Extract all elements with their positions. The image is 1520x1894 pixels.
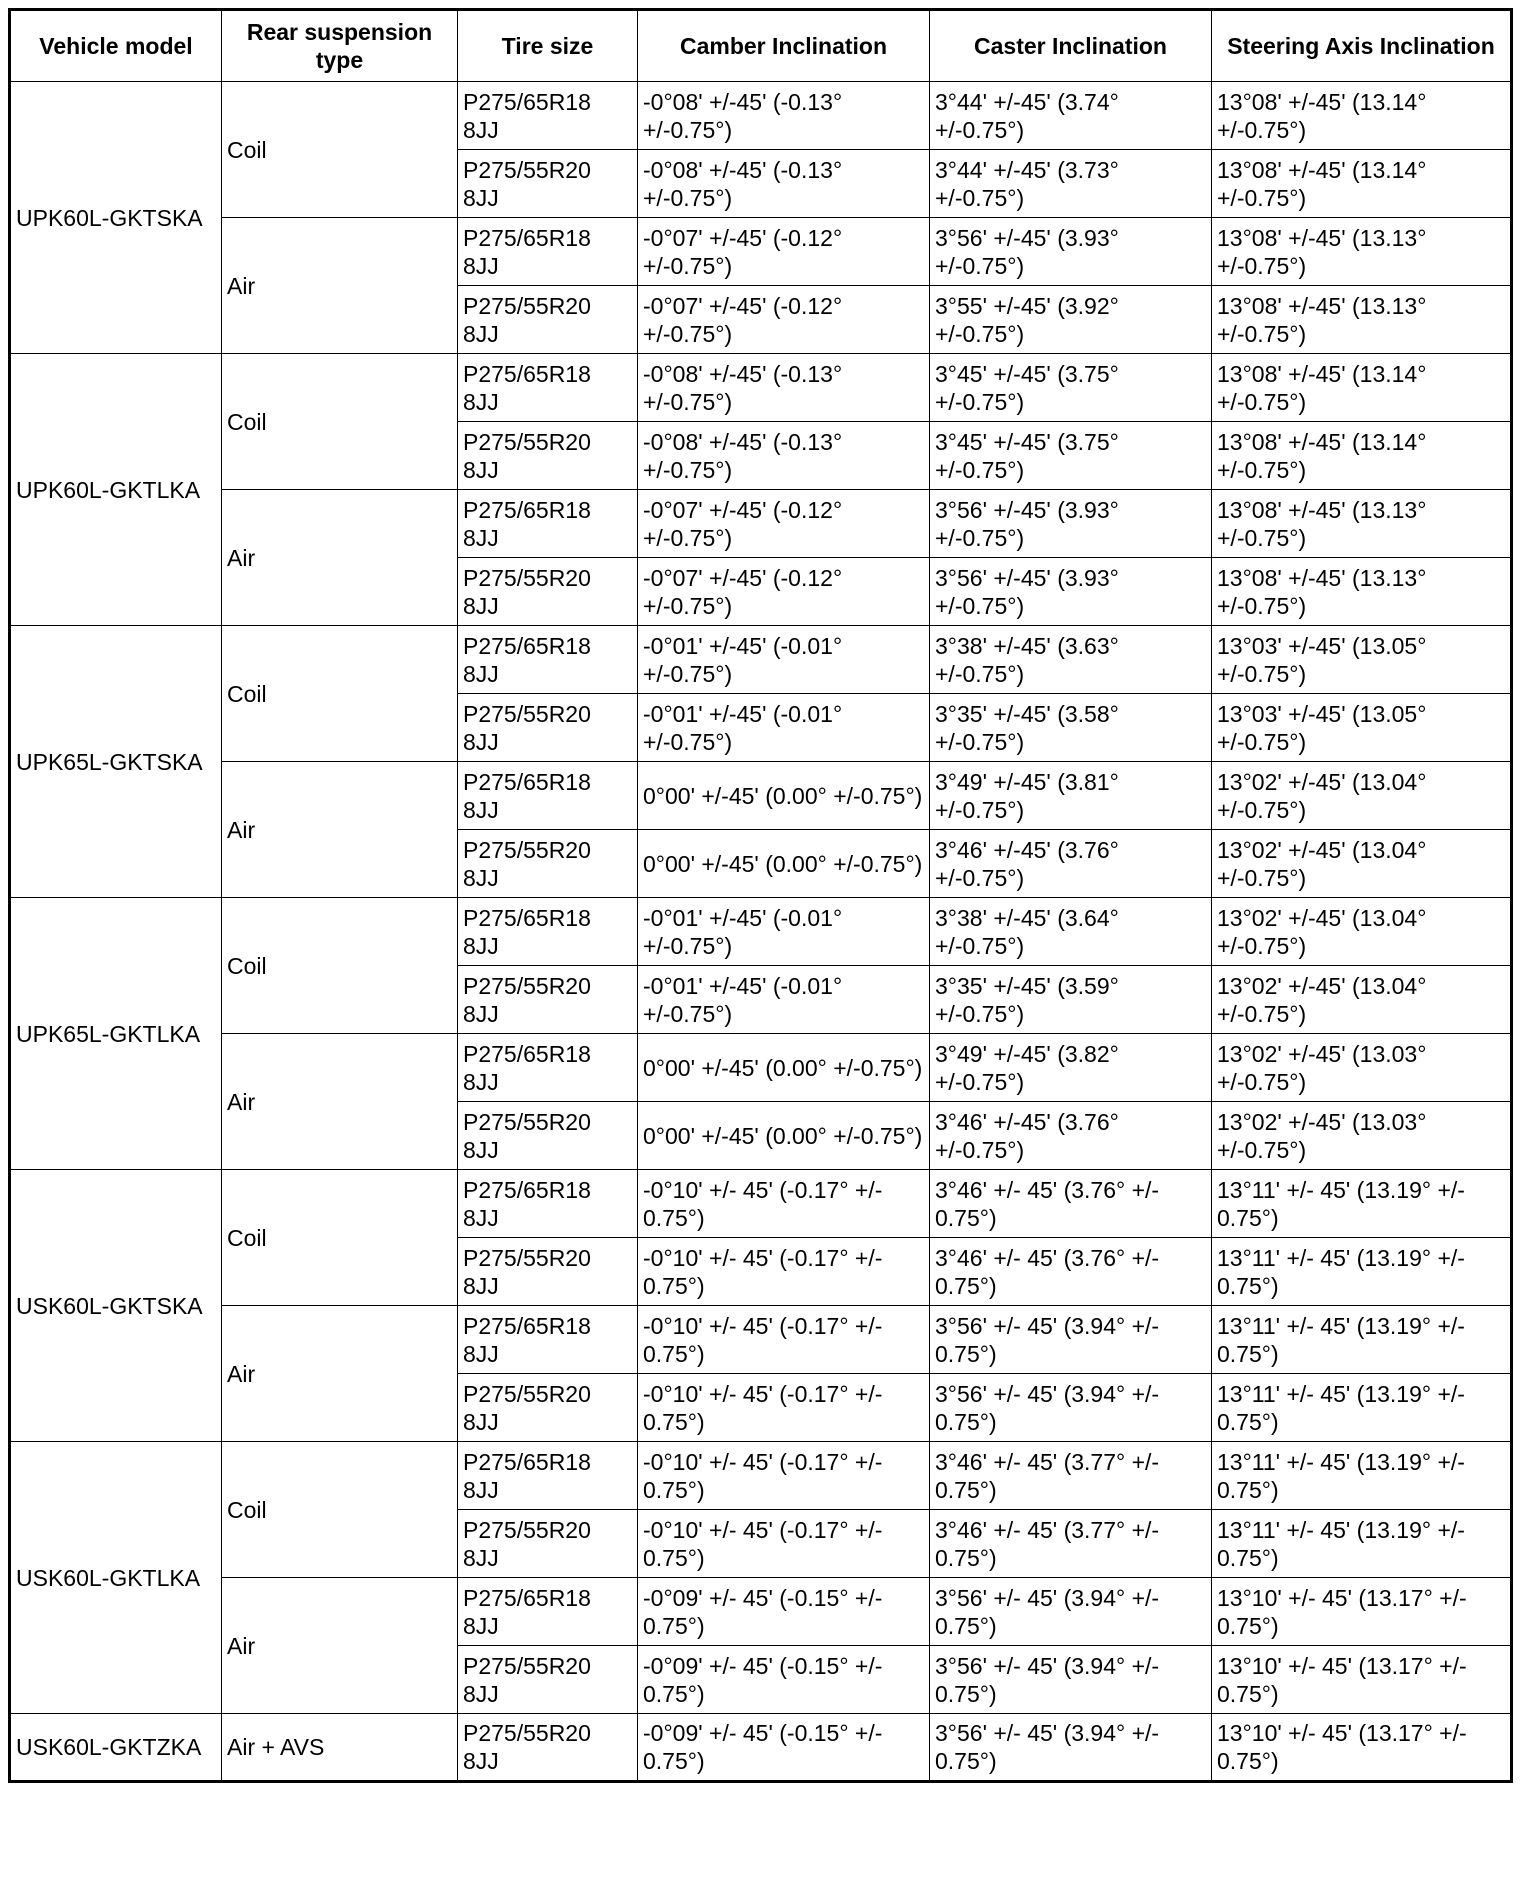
steering-axis-cell: 13°11' +/- 45' (13.19° +/- 0.75°) [1212, 1306, 1512, 1374]
header-vehicle-model: Vehicle model [10, 10, 222, 82]
caster-cell: 3°38' +/-45' (3.63° +/-0.75°) [930, 626, 1212, 694]
caster-cell: 3°56' +/-45' (3.93° +/-0.75°) [930, 490, 1212, 558]
vehicle-model-cell: UPK65L-GKTSKA [10, 626, 222, 898]
steering-axis-cell: 13°08' +/-45' (13.14° +/-0.75°) [1212, 82, 1512, 150]
steering-axis-cell: 13°10' +/- 45' (13.17° +/- 0.75°) [1212, 1578, 1512, 1646]
steering-axis-cell: 13°08' +/-45' (13.13° +/-0.75°) [1212, 490, 1512, 558]
caster-cell: 3°46' +/-45' (3.76° +/-0.75°) [930, 1102, 1212, 1170]
table-row [10, 898, 1512, 966]
camber-cell: 0°00' +/-45' (0.00° +/-0.75°) [638, 762, 930, 830]
table-row [10, 1578, 1512, 1646]
table-row [10, 1306, 1512, 1374]
table-body [10, 82, 1512, 1782]
caster-cell: 3°49' +/-45' (3.81° +/-0.75°) [930, 762, 1212, 830]
steering-axis-cell: 13°10' +/- 45' (13.17° +/- 0.75°) [1212, 1646, 1512, 1714]
caster-cell: 3°49' +/-45' (3.82° +/-0.75°) [930, 1034, 1212, 1102]
header-rear-suspension-type: Rear suspension type [222, 10, 458, 82]
camber-cell: -0°10' +/- 45' (-0.17° +/- 0.75°) [638, 1442, 930, 1510]
caster-cell: 3°56' +/-45' (3.93° +/-0.75°) [930, 558, 1212, 626]
caster-cell: 3°38' +/-45' (3.64° +/-0.75°) [930, 898, 1212, 966]
steering-axis-cell: 13°11' +/- 45' (13.19° +/- 0.75°) [1212, 1442, 1512, 1510]
caster-cell: 3°35' +/-45' (3.58° +/-0.75°) [930, 694, 1212, 762]
steering-axis-cell: 13°11' +/- 45' (13.19° +/- 0.75°) [1212, 1510, 1512, 1578]
tire-size-cell: P275/65R18 8JJ [458, 354, 638, 422]
steering-axis-cell: 13°02' +/-45' (13.04° +/-0.75°) [1212, 966, 1512, 1034]
caster-cell: 3°35' +/-45' (3.59° +/-0.75°) [930, 966, 1212, 1034]
caster-cell: 3°44' +/-45' (3.74° +/-0.75°) [930, 82, 1212, 150]
camber-cell: -0°09' +/- 45' (-0.15° +/- 0.75°) [638, 1714, 930, 1782]
tire-size-cell: P275/65R18 8JJ [458, 218, 638, 286]
tire-size-cell: P275/55R20 8JJ [458, 1374, 638, 1442]
tire-size-cell: P275/55R20 8JJ [458, 286, 638, 354]
steering-axis-cell: 13°02' +/-45' (13.03° +/-0.75°) [1212, 1034, 1512, 1102]
vehicle-model-cell: UPK60L-GKTSKA [10, 82, 222, 354]
camber-cell: -0°10' +/- 45' (-0.17° +/- 0.75°) [638, 1170, 930, 1238]
tire-size-cell: P275/65R18 8JJ [458, 82, 638, 150]
steering-axis-cell: 13°02' +/-45' (13.04° +/-0.75°) [1212, 762, 1512, 830]
tire-size-cell: P275/55R20 8JJ [458, 422, 638, 490]
tire-size-cell: P275/55R20 8JJ [458, 966, 638, 1034]
steering-axis-cell: 13°03' +/-45' (13.05° +/-0.75°) [1212, 694, 1512, 762]
rear-suspension-cell: Air [222, 490, 458, 626]
tire-size-cell: P275/65R18 8JJ [458, 898, 638, 966]
header-caster-inclination: Caster Inclination [930, 10, 1212, 82]
rear-suspension-cell: Air [222, 1034, 458, 1170]
steering-axis-cell: 13°02' +/-45' (13.04° +/-0.75°) [1212, 898, 1512, 966]
table-row [10, 1714, 1512, 1782]
steering-axis-cell: 13°08' +/-45' (13.13° +/-0.75°) [1212, 218, 1512, 286]
steering-axis-cell: 13°08' +/-45' (13.14° +/-0.75°) [1212, 422, 1512, 490]
camber-cell: -0°10' +/- 45' (-0.17° +/- 0.75°) [638, 1374, 930, 1442]
tire-size-cell: P275/65R18 8JJ [458, 1306, 638, 1374]
steering-axis-cell: 13°11' +/- 45' (13.19° +/- 0.75°) [1212, 1170, 1512, 1238]
tire-size-cell: P275/55R20 8JJ [458, 1102, 638, 1170]
caster-cell: 3°56' +/- 45' (3.94° +/- 0.75°) [930, 1306, 1212, 1374]
camber-cell: -0°09' +/- 45' (-0.15° +/- 0.75°) [638, 1578, 930, 1646]
tire-size-cell: P275/65R18 8JJ [458, 1442, 638, 1510]
camber-cell: -0°07' +/-45' (-0.12° +/-0.75°) [638, 218, 930, 286]
camber-cell: -0°08' +/-45' (-0.13° +/-0.75°) [638, 82, 930, 150]
header-steering-axis-inclination: Steering Axis Inclination [1212, 10, 1512, 82]
caster-cell: 3°46' +/-45' (3.76° +/-0.75°) [930, 830, 1212, 898]
camber-cell: -0°01' +/-45' (-0.01° +/-0.75°) [638, 898, 930, 966]
tire-size-cell: P275/65R18 8JJ [458, 1578, 638, 1646]
rear-suspension-cell: Coil [222, 898, 458, 1034]
camber-cell: -0°07' +/-45' (-0.12° +/-0.75°) [638, 490, 930, 558]
camber-cell: -0°01' +/-45' (-0.01° +/-0.75°) [638, 966, 930, 1034]
rear-suspension-cell: Air [222, 1306, 458, 1442]
table-row [10, 82, 1512, 150]
header-tire-size: Tire size [458, 10, 638, 82]
camber-cell: -0°07' +/-45' (-0.12° +/-0.75°) [638, 286, 930, 354]
vehicle-model-cell: USK60L-GKTLKA [10, 1442, 222, 1714]
caster-cell: 3°56' +/- 45' (3.94° +/- 0.75°) [930, 1374, 1212, 1442]
caster-cell: 3°56' +/-45' (3.93° +/-0.75°) [930, 218, 1212, 286]
steering-axis-cell: 13°08' +/-45' (13.13° +/-0.75°) [1212, 286, 1512, 354]
steering-axis-cell: 13°02' +/-45' (13.03° +/-0.75°) [1212, 1102, 1512, 1170]
rear-suspension-cell: Coil [222, 1442, 458, 1578]
alignment-spec-table [8, 8, 1513, 1783]
table-row [10, 1034, 1512, 1102]
caster-cell: 3°44' +/-45' (3.73° +/-0.75°) [930, 150, 1212, 218]
table-row [10, 626, 1512, 694]
camber-cell: -0°10' +/- 45' (-0.17° +/- 0.75°) [638, 1306, 930, 1374]
steering-axis-cell: 13°08' +/-45' (13.13° +/-0.75°) [1212, 558, 1512, 626]
table-row [10, 1170, 1512, 1238]
tire-size-cell: P275/55R20 8JJ [458, 1510, 638, 1578]
steering-axis-cell: 13°08' +/-45' (13.14° +/-0.75°) [1212, 354, 1512, 422]
camber-cell: -0°01' +/-45' (-0.01° +/-0.75°) [638, 694, 930, 762]
caster-cell: 3°56' +/- 45' (3.94° +/- 0.75°) [930, 1646, 1212, 1714]
camber-cell: -0°10' +/- 45' (-0.17° +/- 0.75°) [638, 1510, 930, 1578]
rear-suspension-cell: Coil [222, 1170, 458, 1306]
steering-axis-cell: 13°02' +/-45' (13.04° +/-0.75°) [1212, 830, 1512, 898]
rear-suspension-cell: Air [222, 218, 458, 354]
table-row [10, 490, 1512, 558]
vehicle-model-cell: USK60L-GKTSKA [10, 1170, 222, 1442]
steering-axis-cell: 13°11' +/- 45' (13.19° +/- 0.75°) [1212, 1374, 1512, 1442]
caster-cell: 3°56' +/- 45' (3.94° +/- 0.75°) [930, 1714, 1212, 1782]
tire-size-cell: P275/55R20 8JJ [458, 694, 638, 762]
tire-size-cell: P275/65R18 8JJ [458, 762, 638, 830]
tire-size-cell: P275/65R18 8JJ [458, 1034, 638, 1102]
camber-cell: -0°01' +/-45' (-0.01° +/-0.75°) [638, 626, 930, 694]
steering-axis-cell: 13°08' +/-45' (13.14° +/-0.75°) [1212, 150, 1512, 218]
vehicle-model-cell: UPK65L-GKTLKA [10, 898, 222, 1170]
steering-axis-cell: 13°11' +/- 45' (13.19° +/- 0.75°) [1212, 1238, 1512, 1306]
caster-cell: 3°46' +/- 45' (3.77° +/- 0.75°) [930, 1510, 1212, 1578]
rear-suspension-cell: Coil [222, 626, 458, 762]
rear-suspension-cell: Air + AVS [222, 1714, 458, 1782]
tire-size-cell: P275/55R20 8JJ [458, 830, 638, 898]
rear-suspension-cell: Coil [222, 82, 458, 218]
tire-size-cell: P275/55R20 8JJ [458, 1714, 638, 1782]
tire-size-cell: P275/65R18 8JJ [458, 490, 638, 558]
camber-cell: 0°00' +/-45' (0.00° +/-0.75°) [638, 1102, 930, 1170]
caster-cell: 3°46' +/- 45' (3.76° +/- 0.75°) [930, 1238, 1212, 1306]
steering-axis-cell: 13°03' +/-45' (13.05° +/-0.75°) [1212, 626, 1512, 694]
camber-cell: 0°00' +/-45' (0.00° +/-0.75°) [638, 1034, 930, 1102]
caster-cell: 3°45' +/-45' (3.75° +/-0.75°) [930, 422, 1212, 490]
header-row [10, 10, 1512, 82]
steering-axis-cell: 13°10' +/- 45' (13.17° +/- 0.75°) [1212, 1714, 1512, 1782]
tire-size-cell: P275/55R20 8JJ [458, 1646, 638, 1714]
tire-size-cell: P275/55R20 8JJ [458, 150, 638, 218]
table-row [10, 762, 1512, 830]
camber-cell: -0°09' +/- 45' (-0.15° +/- 0.75°) [638, 1646, 930, 1714]
camber-cell: -0°08' +/-45' (-0.13° +/-0.75°) [638, 354, 930, 422]
tire-size-cell: P275/55R20 8JJ [458, 558, 638, 626]
vehicle-model-cell: USK60L-GKTZKA [10, 1714, 222, 1782]
camber-cell: -0°08' +/-45' (-0.13° +/-0.75°) [638, 422, 930, 490]
caster-cell: 3°46' +/- 45' (3.77° +/- 0.75°) [930, 1442, 1212, 1510]
camber-cell: -0°07' +/-45' (-0.12° +/-0.75°) [638, 558, 930, 626]
vehicle-model-cell: UPK60L-GKTLKA [10, 354, 222, 626]
table-row [10, 218, 1512, 286]
rear-suspension-cell: Air [222, 1578, 458, 1714]
table-row [10, 354, 1512, 422]
camber-cell: -0°10' +/- 45' (-0.17° +/- 0.75°) [638, 1238, 930, 1306]
tire-size-cell: P275/55R20 8JJ [458, 1238, 638, 1306]
tire-size-cell: P275/65R18 8JJ [458, 1170, 638, 1238]
camber-cell: -0°08' +/-45' (-0.13° +/-0.75°) [638, 150, 930, 218]
caster-cell: 3°45' +/-45' (3.75° +/-0.75°) [930, 354, 1212, 422]
tire-size-cell: P275/65R18 8JJ [458, 626, 638, 694]
table-row [10, 1442, 1512, 1510]
camber-cell: 0°00' +/-45' (0.00° +/-0.75°) [638, 830, 930, 898]
header-camber-inclination: Camber Inclination [638, 10, 930, 82]
caster-cell: 3°56' +/- 45' (3.94° +/- 0.75°) [930, 1578, 1212, 1646]
rear-suspension-cell: Air [222, 762, 458, 898]
caster-cell: 3°55' +/-45' (3.92° +/-0.75°) [930, 286, 1212, 354]
caster-cell: 3°46' +/- 45' (3.76° +/- 0.75°) [930, 1170, 1212, 1238]
rear-suspension-cell: Coil [222, 354, 458, 490]
